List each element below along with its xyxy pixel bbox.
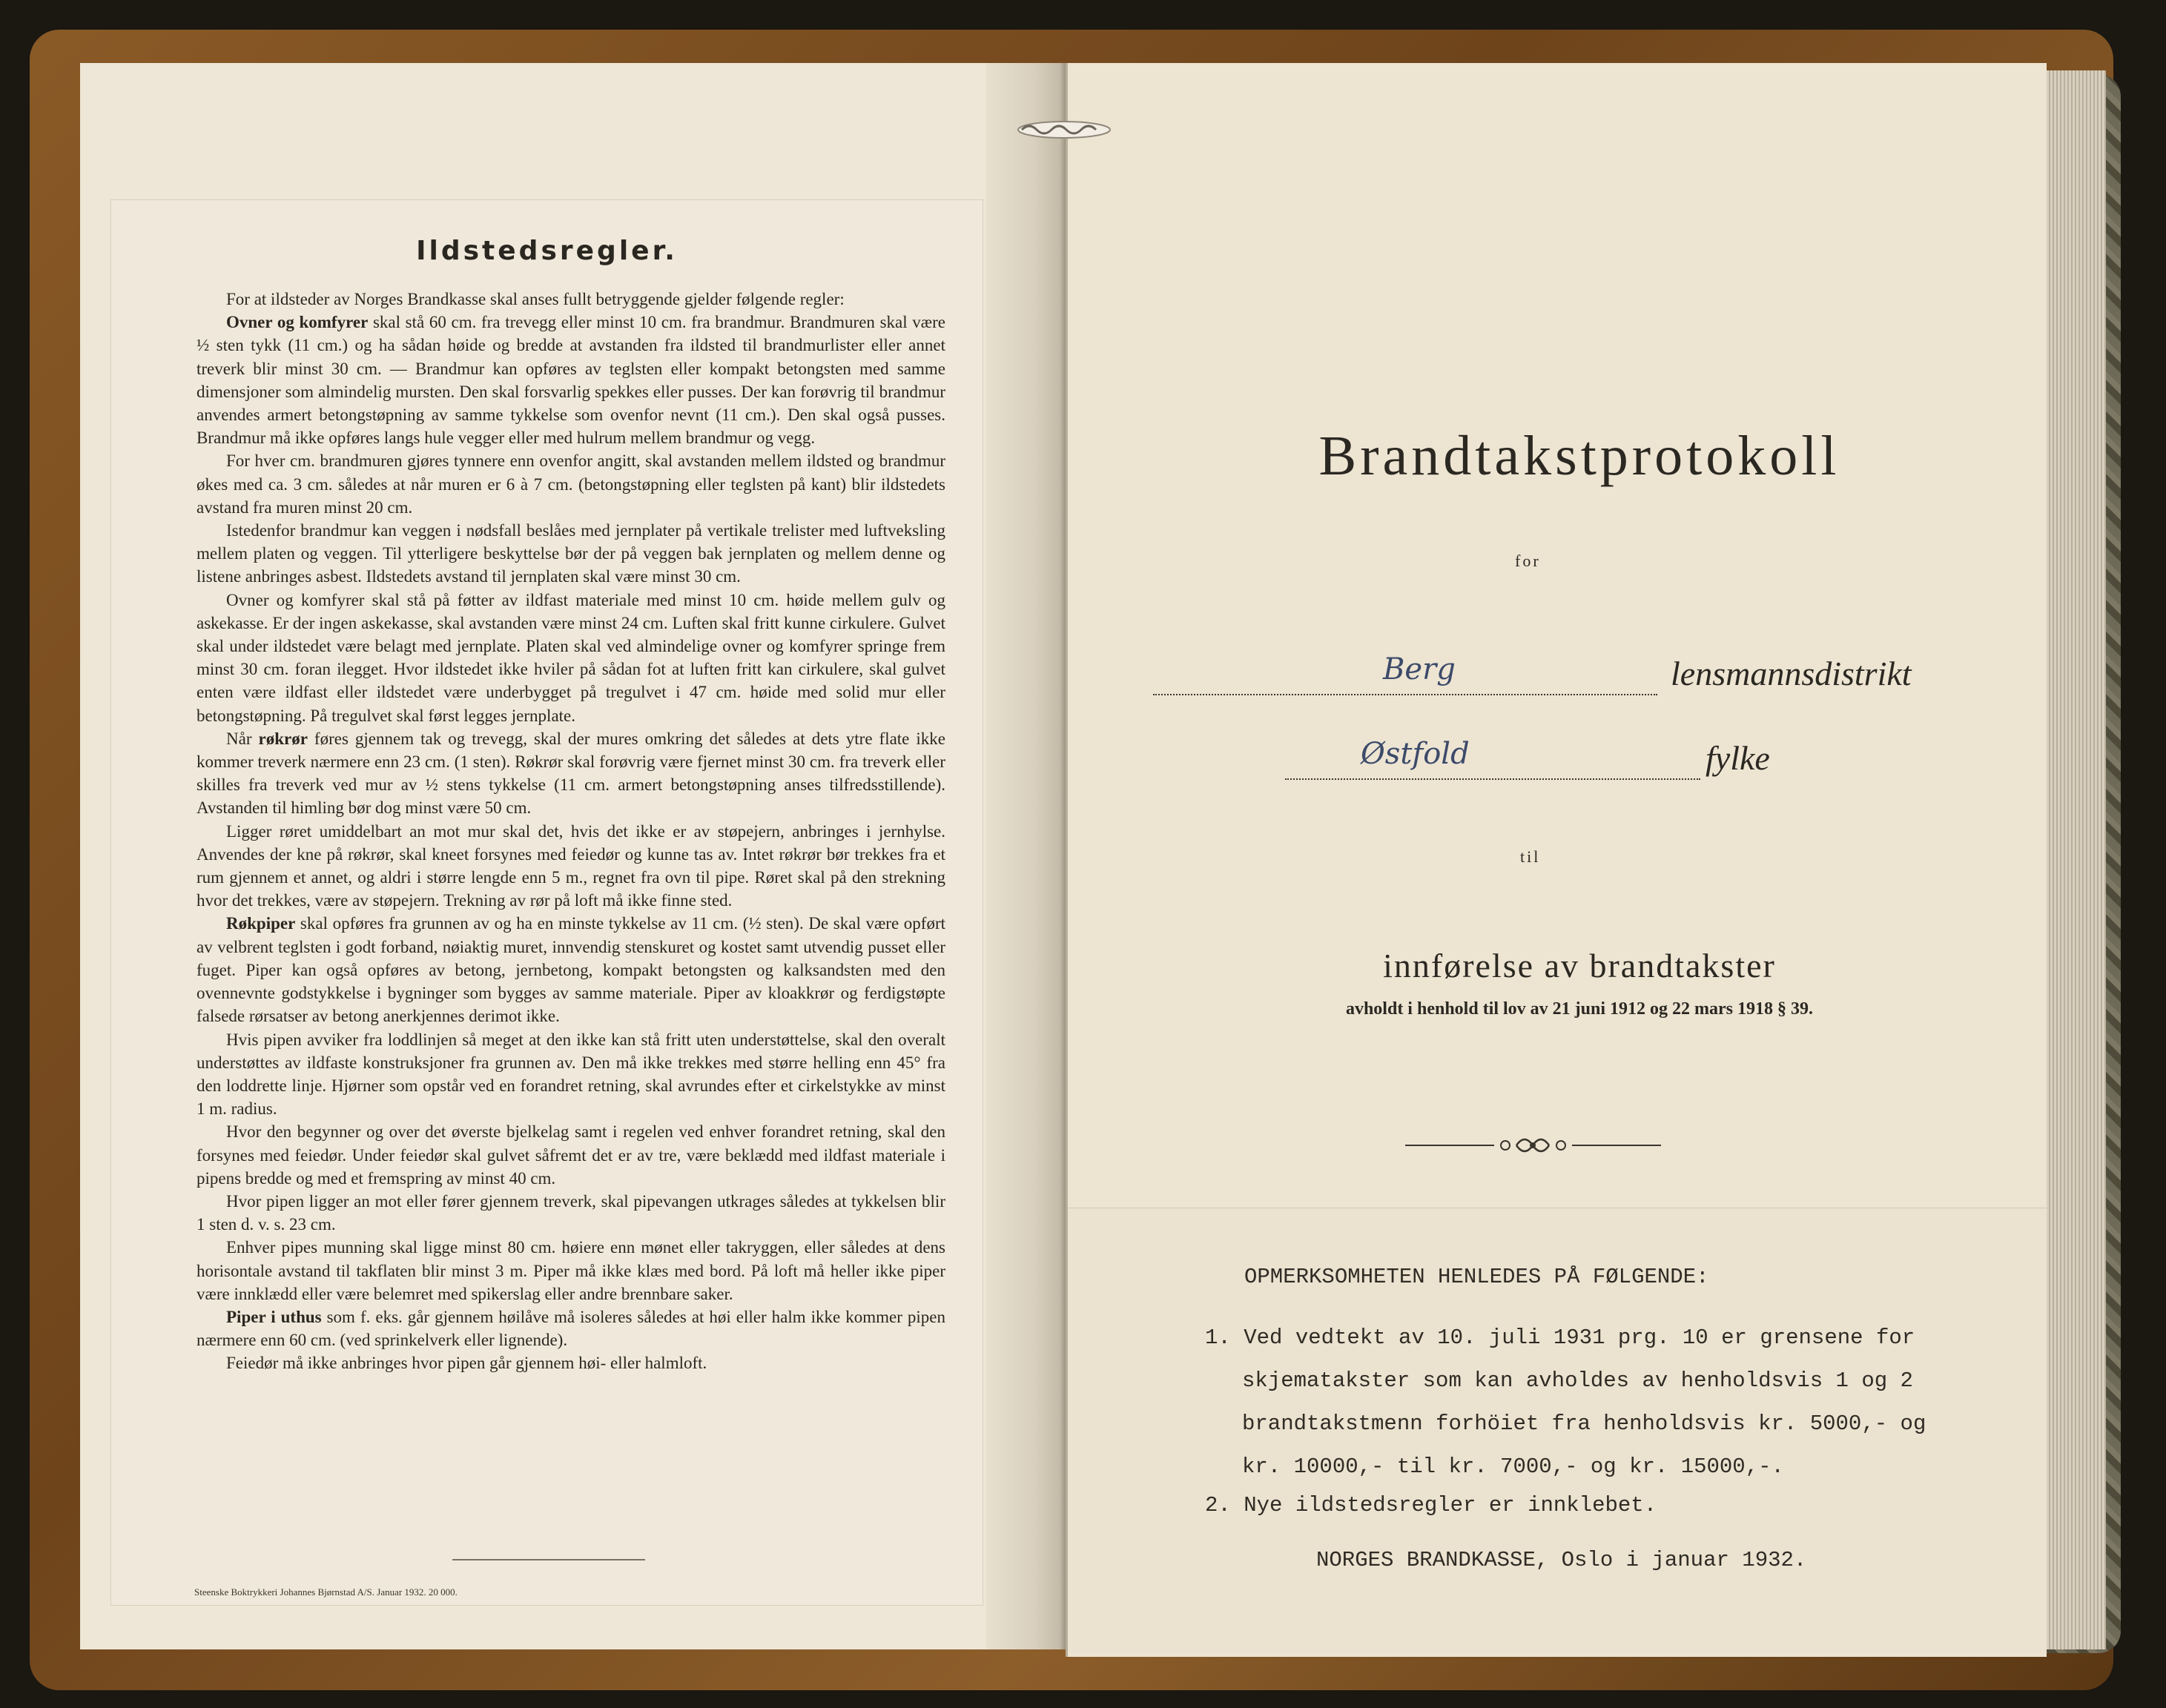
rule-paragraph xyxy=(197,311,945,449)
rule-paragraph xyxy=(197,1190,945,1236)
rules-text xyxy=(197,288,945,1375)
rule-text: For at ildsteder av Norges Brandkasse skal anses fullt betryggende gjelder følgende regler: xyxy=(226,290,845,308)
notice-item1-line1: 1. Ved vedtekt av 10. juli 1931 prg. 10 er grensene for xyxy=(1205,1325,1915,1350)
printer-line: Steenske Boktrykkeri Johannes Bjørnstad A/S. Januar 1932. 20 000. xyxy=(194,1586,458,1598)
til-word: til xyxy=(1520,847,1541,866)
rule-paragraph xyxy=(197,1028,945,1121)
county-dotted-line xyxy=(1285,778,1700,780)
rule-text: Enhver pipes munning skal ligge minst 80 cm. høiere enn mønet eller takryggen, eller således at dens horisontale avstand til takflaten blir minst 3 m. Piper må ikke klæs med bord. På loft må heller ikke piper være innklædd eller være belemret med spikerslag eller andre brennbare saker. xyxy=(197,1238,945,1303)
notice-heading: OPMERKSOMHETEN HENLEDES PÅ FØLGENDE: xyxy=(1244,1265,1709,1289)
binding-string xyxy=(1008,115,1120,145)
rule-text: som f. eks. går gjennem høilåve må isoleres således at høi eller halm ikke kommer pipen nærmere enn 60 cm. (ved sprinkelverk eller lignende). xyxy=(197,1307,945,1350)
subtitle: innførelse av brandtakster xyxy=(1383,947,1776,984)
footer-divider xyxy=(452,1559,645,1560)
typewritten-notice xyxy=(1068,1208,2047,1653)
notice-item1-line2: skjematakster som kan avholdes av henholdsvis 1 og 2 xyxy=(1242,1368,1913,1393)
law-reference: avholdt i henhold til lov av 21 juni 1912 og 22 mars 1918 § 39. xyxy=(1345,999,1814,1019)
rule-paragraph xyxy=(197,519,945,589)
rule-text: Hvis pipen avviker fra loddlinjen så meget at den ikke kan stå fritt uten understøttelse, skal den overalt understøttes av ildfaste konstruksjoner fra grunnen av. Den må ikke trekkes med større helling enn 45° fra den loddrette linje. Hjørner som opstår ved en forandret retning, skal avrundes efter et cirkelstykke av minst 1 m. radius. xyxy=(197,1030,945,1119)
rule-paragraph xyxy=(197,912,945,1027)
rule-paragraph xyxy=(197,1351,945,1374)
rule-text: Ligger røret umiddelbart an mot mur skal det, hvis det ikke er av støpejern, anbringes i jernhylse. Anvendes der kne på røkrør, skal kneet forsynes med feiedør og kunne tas av. Intet røkrør bør trekkes fra et rum gjennem et annet, og aldri i større lengde enn 5 m., regnet fra ovn til pipe. Røret skal på den strekning hvor det trekkes, være av støpejern. Trekning av rør på loft må ikke finne sted. xyxy=(197,821,945,910)
rule-text: skal opføres fra grunnen av og ha en minste tykkelse av 11 cm. (½ sten). De skal være opført av velbrent teglsten i godt forband, nøiaktig muret, innvendig stenskuret og kostet samt utvendig pusset eller fuget. Piper kan også opføres av betong, jernbetong, kompakt betongsten og kalksandsten med den ovennevnte godstykkelse i bygninger som bygges av samme materiale. Piper av kloakkrør og ferdigstøpte falsede rørsatser av betong anerkjennes derimot ikke. xyxy=(197,914,945,1026)
protocol-title: Brandtakstprotokoll xyxy=(1318,425,1840,487)
rule-paragraph xyxy=(197,820,945,913)
rule-paragraph xyxy=(197,1305,945,1351)
notice-signature: NORGES BRANDKASSE, Oslo i januar 1932. xyxy=(1316,1548,1807,1572)
rule-heading: Piper i uthus xyxy=(226,1307,322,1326)
district-label: lensmannsdistrikt xyxy=(1671,655,1912,692)
rule-heading: Røkpiper xyxy=(226,914,296,933)
rule-paragraph xyxy=(197,727,945,820)
district-handwritten: Berg xyxy=(1383,652,1456,686)
rule-text: føres gjennem tak og trevegg, skal der mures omkring det således at dets ytre flate ikke kommer treverk nærmere enn 23 cm. (1 sten). Røkrør skal forøvrig være fjernet minst 30 cm. fra treverk eller skilles fra treverk ved mur av ½ stens tykkelse (11 cm. armert betongstøpning anses tilfredsstillende). Avstanden til himling bør dog minst være 50 cm. xyxy=(197,729,946,818)
rule-heading: Ovner og komfyrer xyxy=(226,313,369,332)
rule-text: Feiedør må ikke anbringes hvor pipen går gjennem høi- eller halmloft. xyxy=(226,1354,707,1373)
rule-heading: røkrør xyxy=(258,729,308,748)
ildstedsregler-leaflet xyxy=(111,200,983,1605)
county-label: fylke xyxy=(1706,739,1770,777)
ornament-divider xyxy=(1405,1127,1661,1164)
district-dotted-line xyxy=(1153,694,1657,695)
leaflet-title: Ildstedsregler. xyxy=(416,236,678,266)
rule-text: Ovner og komfyrer skal stå på føtter av ildfast materiale med minst 10 cm. høide mellem gulv og askekasse. Er der ingen askekasse, skal avstanden være minst 24 cm. Luften skal fritt kunne cirkulere. Gulvet skal under ildstedet være belagt med jernplate. Platen skal ved almindelige ovner og komfyrer springe frem minst 30 cm. foran ilegget. Hvor ildstedet ikke hviler på sådan fot at luften fritt kan cirkulere, skal gulvet enten være ildfast eller ildstedet være underbygget på tregulvet i 47 cm. høide med solid mur eller betongstøpning. På tregulvet skal først legges jernplate. xyxy=(197,590,945,725)
for-word: for xyxy=(1515,552,1541,570)
rule-paragraph xyxy=(197,589,945,727)
notice-item2: 2. Nye ildstedsregler er innklebet. xyxy=(1205,1493,1657,1517)
rule-text: For hver cm. brandmuren gjøres tynnere enn ovenfor angitt, skal avstanden mellem ildsted og brandmur økes med ca. 3 cm. således at når muren er 6 à 7 cm. (betongstøpning eller teglsten på kant) blir ildstedets avstand fra muren minst 20 cm. xyxy=(197,451,945,517)
rule-paragraph xyxy=(197,449,945,519)
rule-text: Når xyxy=(226,729,259,748)
rule-paragraph xyxy=(197,1120,945,1190)
rule-paragraph xyxy=(197,1236,945,1305)
book-gutter xyxy=(986,63,1068,1649)
rule-text: Hvor pipen ligger an mot eller fører gjennem treverk, skal pipevangen utkrages således at tykkelsen blir 1 sten d. v. s. 23 cm. xyxy=(197,1191,945,1234)
rule-text: Hvor den begynner og over det øverste bjelkelag samt i regelen ved enhver forandret retning, skal den forsynes med feiedør. Under feiedør skal gulvet såfremt det er av tre, være beklædd med ildfast materiale i pipens bredde og med et fremspring av minst 40 cm. xyxy=(197,1122,945,1188)
notice-item1-line4: kr. 10000,- til kr. 7000,- og kr. 15000,-. xyxy=(1242,1454,1784,1479)
county-handwritten: Østfold xyxy=(1361,737,1470,771)
notice-item1-line3: brandtakstmenn forhöiet fra henholdsvis kr. 5000,- og xyxy=(1242,1411,1926,1436)
rule-text: skal stå 60 cm. fra trevegg eller minst 10 cm. fra brandmur. Brandmuren skal være ½ sten tykk (11 cm.) og ha sådan høide og bredde at avstanden fra ildsted til brandmurlister eller annet treverk blir minst 30 cm. — Brandmur kan opføres av teglsten eller kompakt betongsten med samme dimensjoner som almindelig mursten. Den skal forsvarlig spekkes eller pusses. Der kan forøvrig til brandmur anvendes armert betongstøpning av samme tykkelse som ovenfor nevnt (11 cm.). Den skal også pusses. Brandmur må ikke opføres langs hule vegger eller med hulrum mellem brandmur og vegg. xyxy=(197,313,945,448)
page-edges xyxy=(2047,70,2106,1649)
rule-paragraph xyxy=(197,288,945,311)
rule-text: Istedenfor brandmur kan veggen i nødsfall beslåes med jernplater på vertikale trelister med luftveksling mellem platen og veggen. Til ytterligere beskyttelse bør der på veggen bak jernplaten og mellem denne og listene anbringes asbest. Ildstedets avstand til jernplaten skal være minst 30 cm. xyxy=(197,521,945,586)
